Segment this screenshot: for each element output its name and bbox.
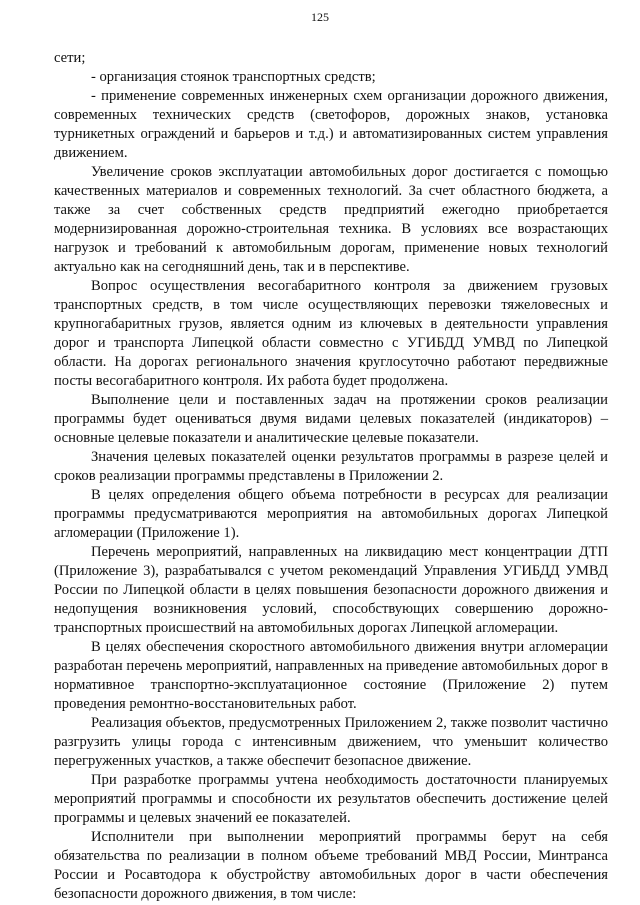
paragraph: В целях обеспечения скоростного автомобильного движения внутри агломерации разработан перечень мероприятий, направленных на приведение автомобильных дорог в нормативное транспортно-эксплуатационное состояние (Приложение 2) путем проведения ремонтно-восстановительных работ. [54, 639, 608, 712]
paragraph: Значения целевых показателей оценки результатов программы в разрезе целей и сроков реализации программы представлены в Приложении 2. [54, 449, 608, 484]
paragraph: Увеличение сроков эксплуатации автомобильных дорог достигается с помощью качественных материалов и современных технологий. За счет областного бюджета, а также за счет собственных средств предприятий ежегодно приобретается модернизированная дорожно-строительная техника. В условиях все возрастающих нагрузок и требований к автомобильным дорогам, применение новых технологий актуально как на сегодняшний день, так и в перспективе. [54, 164, 608, 275]
document-body [54, 49, 608, 904]
paragraph: При разработке программы учтена необходимость достаточности планируемых мероприятий программы и способности их результатов обеспечить достижение целей программы и целевых значений ее показателей. [54, 772, 608, 826]
paragraph: Перечень мероприятий, направленных на ликвидацию мест концентрации ДТП (Приложение 3), разрабатывался с учетом рекомендаций Управления УГИБДД УМВД России по Липецкой области в целях повышения безопасности дорожного движения и недопущения возникновения условий, способствующих совершению дорожно-транспортных происшествий на автомобильных дорогах Липецкой агломерации. [54, 544, 608, 636]
paragraph: Реализация объектов, предусмотренных Приложением 2, также позволит частично разгрузить улицы города с интенсивным движением, что уменьшит количество перегруженных участков, а также обеспечит безопасное движение. [54, 715, 608, 769]
page-number: 125 [311, 10, 329, 24]
paragraph: сети; [54, 50, 86, 66]
paragraph: - организация стоянок транспортных средств; [91, 69, 376, 85]
paragraph: В целях определения общего объема потребности в ресурсах для реализации программы предусматриваются мероприятия на автомобильных дорогах Липецкой агломерации (Приложение 1). [54, 487, 608, 541]
paragraph: Выполнение цели и поставленных задач на протяжении сроков реализации программы будет оцениваться двумя видами целевых показателей (индикаторов) – основные целевые показатели и аналитические целевые показатели. [54, 392, 608, 446]
paragraph: Вопрос осуществления весогабаритного контроля за движением грузовых транспортных средств, в том числе осуществляющих перевозки тяжеловесных и крупногабаритных грузов, является одним из ключевых в деятельности управления дорог и транспорта Липецкой области совместно с УГИБДД УМВД по Липецкой области. На дорогах регионального значения круглосуточно работают передвижные посты весогабаритного контроля. Их работа будет продолжена. [54, 278, 608, 389]
paragraph: - применение современных инженерных схем организации дорожного движения, современных технических средств (светофоров, дорожных знаков, установка турникетных ограждений и барьеров и т.д.) и автоматизированных систем управления движением. [54, 88, 608, 161]
paragraph: Исполнители при выполнении мероприятий программы берут на себя обязательства по реализации в полном объеме требований МВД России, Минтранса России и Росавтодора к обустройству автомобильных дорог в части обеспечения безопасности дорожного движения, в том числе: [54, 829, 608, 902]
